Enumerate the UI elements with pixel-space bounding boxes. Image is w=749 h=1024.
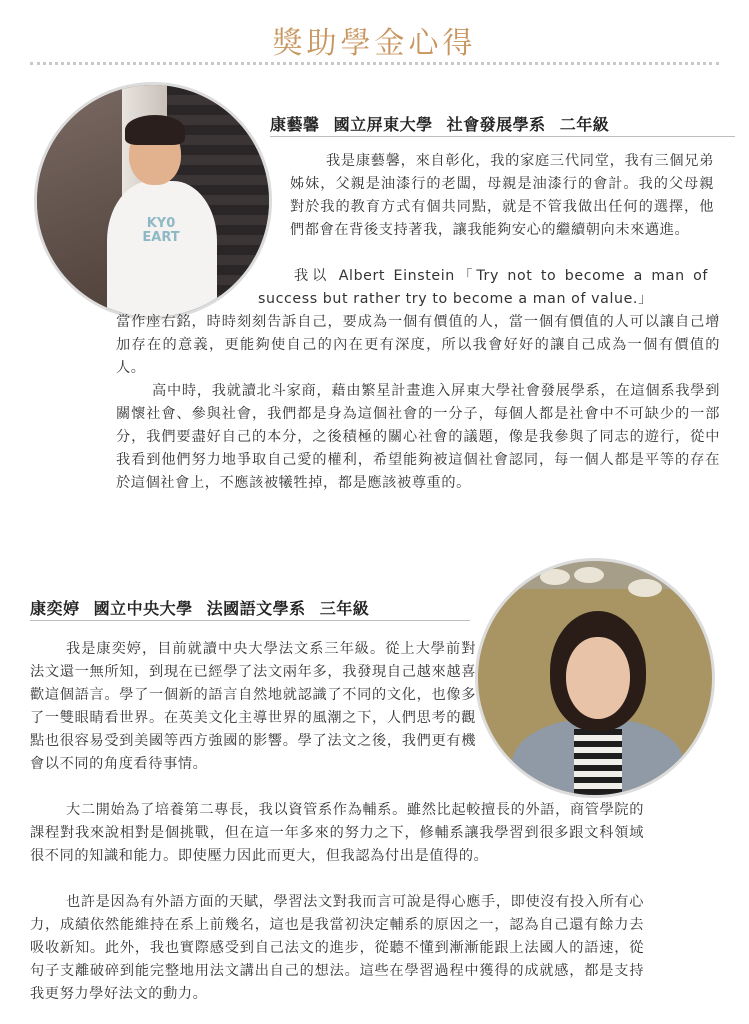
profile2-photo <box>475 558 715 798</box>
photo-person-face <box>566 637 630 719</box>
photo-person-shirt <box>574 729 622 798</box>
profile1-divider <box>270 136 735 137</box>
photo-sheep <box>574 567 604 583</box>
profile2-paragraph: 也許是因為有外語方面的天賦，學習法文對我而言可說是得心應手，即使沒有投入所有心力，成績依然能維持在系上前幾名，這也是我當初決定輔系的原因之一，認為自己還有餘力去吸收新知。此外，我也實際感受到自己法文的進步，從聽不懂到漸漸能跟上法國人的語速，從句子支離破碎到能完整地用法文講出自己的想法。這些在學習過程中獲得的成就感，都是支持我更努力學好法文的動力。 <box>30 894 644 1002</box>
profile1-paragraph: 我是康藝馨，來自彰化，我的家庭三代同堂，我有三個兄弟姊妹，父親是油漆行的老闆，母親是油漆行的會計。我的父母親對於我的教育方式有個共同點，就是不管我做出任何的選擇，他們都會在背後支持著我，讓我能夠安心的繼續朝向未來邁進。 <box>290 153 714 238</box>
profile2-paragraph: 我是康奕婷，目前就讀中央大學法文系三年級。從上大學前對法文還一無所知，到現在已經學了法文兩年多，我發現自己越來越喜歡這個語言。學了一個新的語言自然地就認識了不同的文化，也像多了一雙眼睛看世界。在英美文化主導世界的風潮之下，人們思考的觀點也很容易受到美國等西方強國的影響。學了法文之後，我們更有機會以不同的角度看待事情。 <box>30 641 476 772</box>
profile1-quote: 我以 Albert Einstein「Try not to become a man of success but rather try to become a man of value.」 <box>258 268 708 307</box>
profile2-heading: 康奕婷 國立中央大學 法國語文學系 三年級 <box>30 599 370 618</box>
photo-shirt-print: KY0 EART <box>142 216 180 245</box>
photo-sheep <box>540 569 570 585</box>
profile1-photo <box>34 82 272 320</box>
title-divider <box>30 62 719 65</box>
profile2-divider <box>30 620 470 621</box>
profile2-paragraph: 大二開始為了培養第二專長，我以資管系作為輔系。雖然比起較擅長的外語，商管學院的課程對我來說相對是個挑戰，但在這一年多來的努力之下，修輔系讓我學習到很多跟文科領域很不同的知識和能力。即使壓力因此而更大，但我認為付出是值得的。 <box>30 802 644 864</box>
profile1-paragraph: 高中時，我就讀北斗家商，藉由繁星計畫進入屏東大學社會發展學系，在這個系我學到關懷社會、參與社會，我們都是身為這個社會的一分子，每個人都是社會中不可缺少的一部分，我們要盡好自己的本分，之後積極的關心社會的議題，像是我參與了同志的遊行，從中我看到他們努力地爭取自己愛的權利，希望能夠被這個社會認同，每一個人都是平等的存在於這個社會上，不應該被犧牲掉，都是應該被尊重的。 <box>116 383 720 491</box>
page-title: 獎助學金心得 <box>272 26 477 61</box>
photo-sheep <box>628 579 662 597</box>
profile1-heading: 康藝馨 國立屏東大學 社會發展學系 二年級 <box>270 115 610 134</box>
photo-person-hair <box>125 115 185 145</box>
profile1-paragraph: 當作座右銘，時時刻刻告訴自己，要成為一個有價值的人，當一個有價值的人可以讓自己增加存在的意義，更能夠使自己的內在更有深度，所以我會好好的讓自己成為一個有價值的人。 <box>116 314 720 376</box>
